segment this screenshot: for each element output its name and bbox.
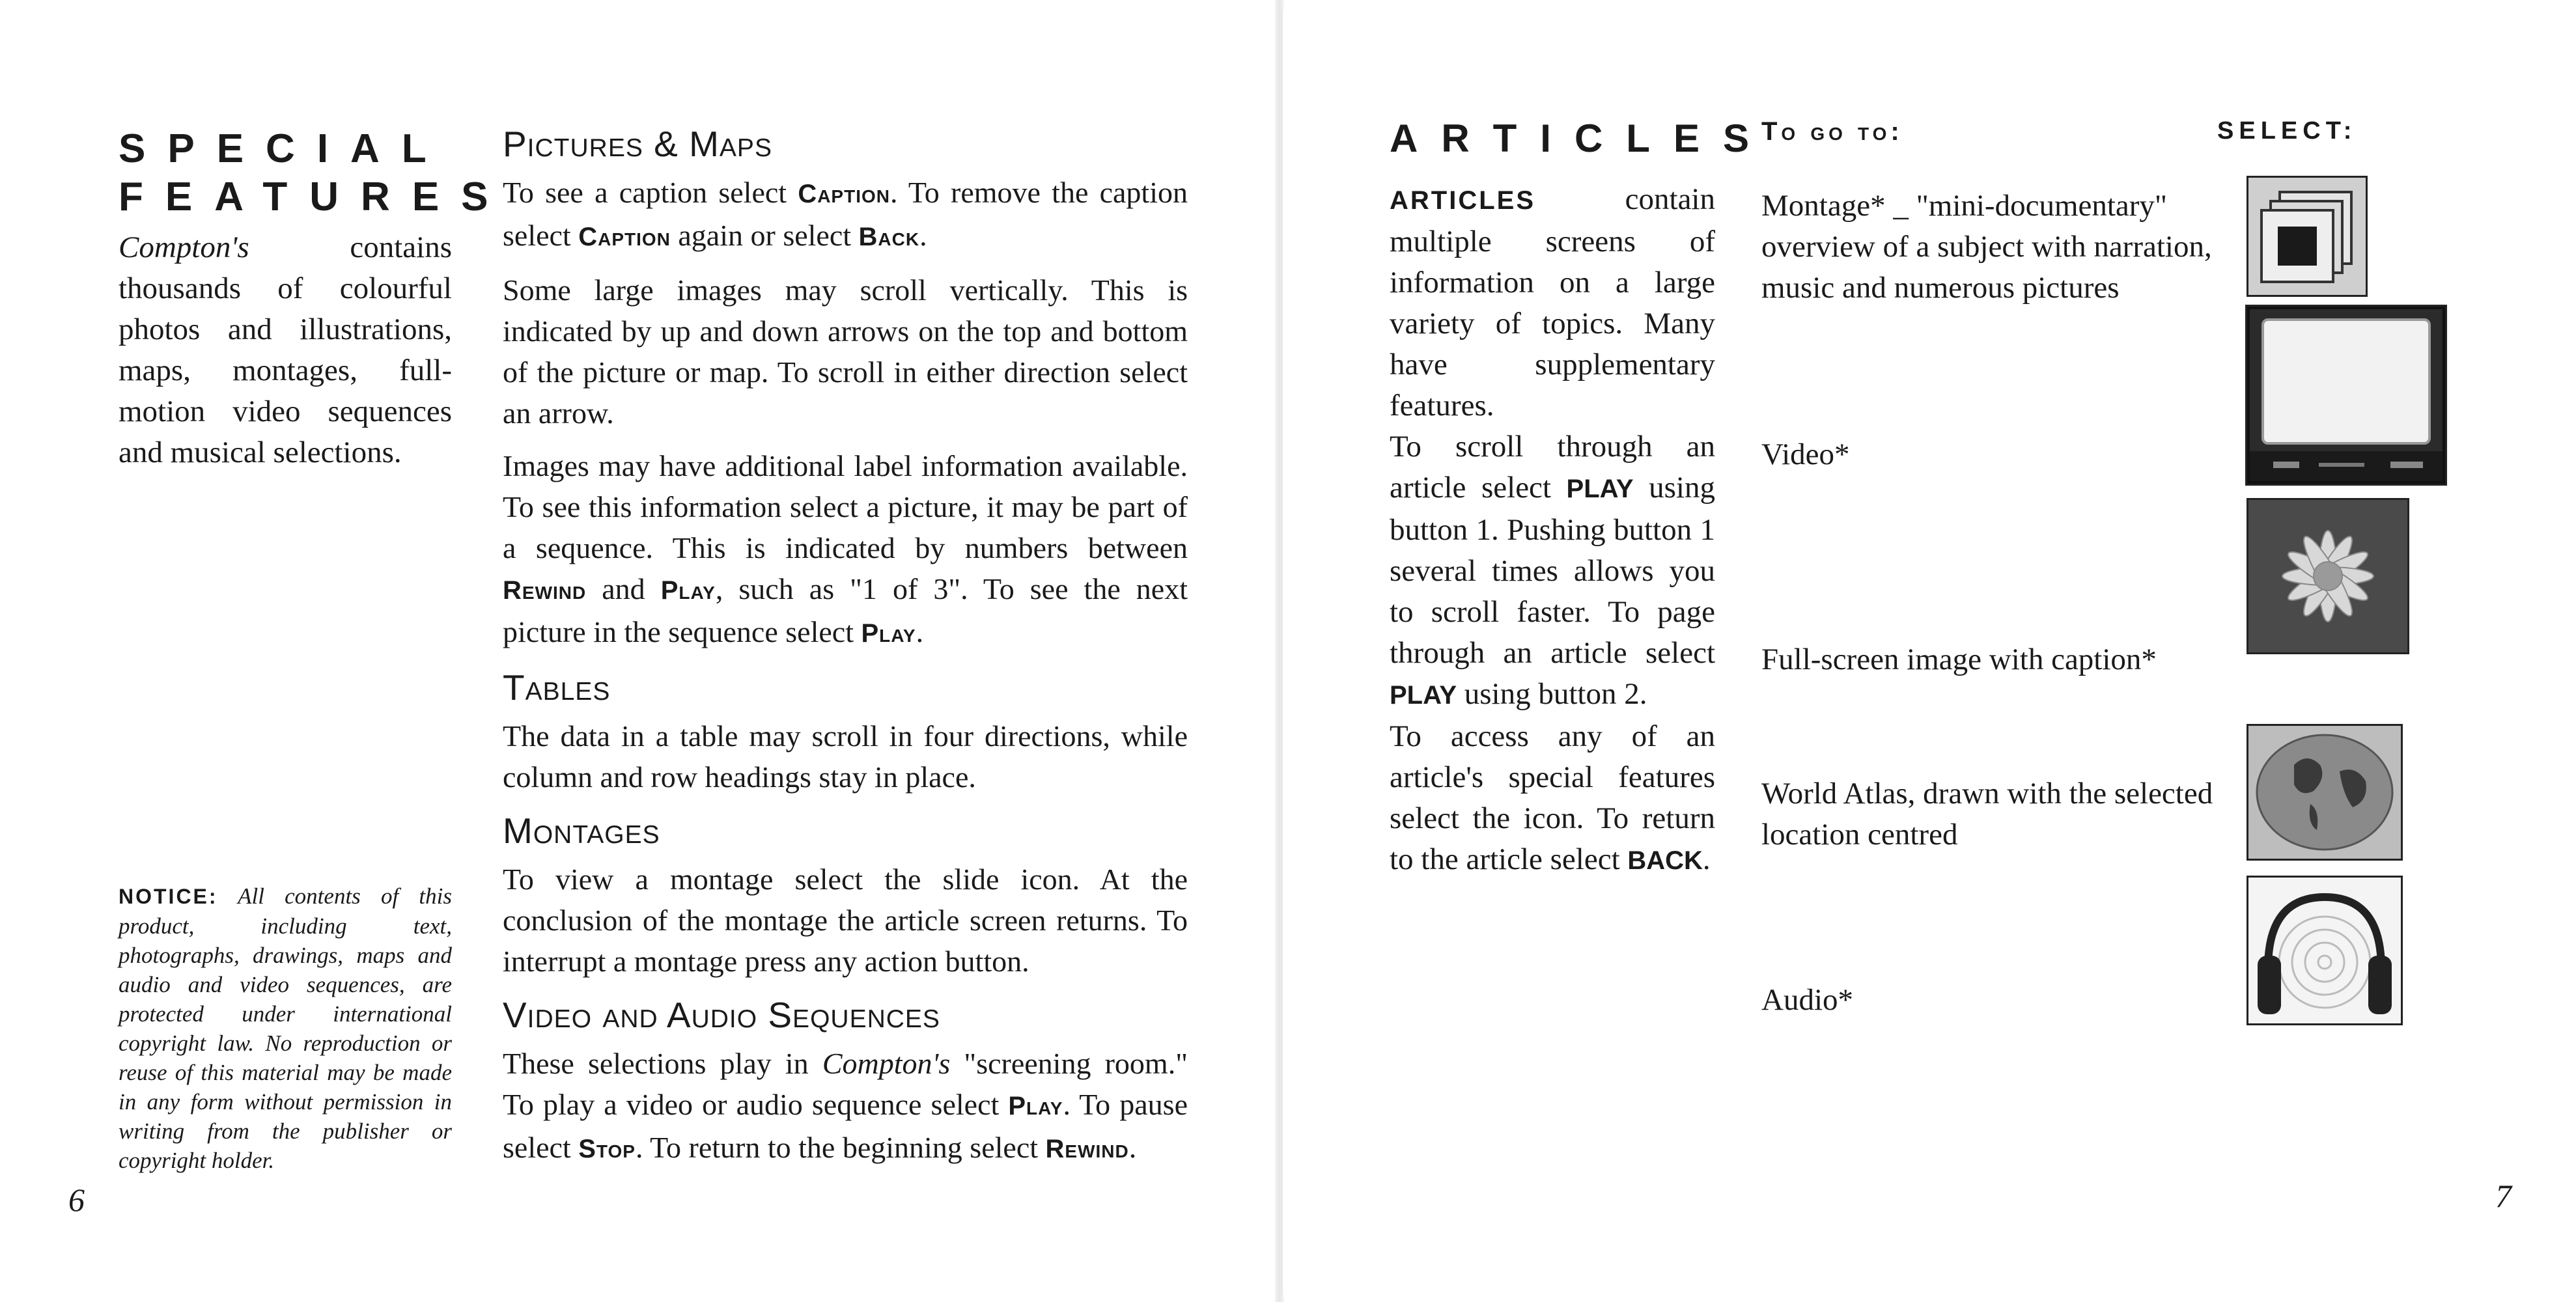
- heading-pictures-maps: Pictures & Maps: [503, 124, 772, 164]
- tv-icon[interactable]: [2245, 305, 2447, 486]
- articles-keyword: ARTICLES: [1390, 186, 1535, 215]
- slides-icon-graphic: [2248, 178, 2366, 295]
- text: "screening room." To play a video or audio sequence select: [503, 1047, 1188, 1121]
- globe-icon-graphic: [2248, 726, 2401, 859]
- text: contain multiple screens of information on a large variety of topics. Many have supplementary features.: [1390, 182, 1715, 422]
- pictures-maps-p1: [503, 172, 1188, 258]
- heading-montages: Montages: [503, 810, 660, 851]
- notice-label: NOTICE:: [119, 885, 218, 908]
- play-keyword: Play: [1008, 1092, 1063, 1120]
- text: Images may have additional label information available. To see this information select a picture, it may be part of a sequence. This is indicated by numbers between: [503, 449, 1188, 564]
- text: .: [1702, 842, 1711, 876]
- text: To access any of an article's special features select the icon. To return to the article select: [1390, 719, 1715, 876]
- special-features-title: [119, 125, 511, 221]
- pictures-maps-p3: [503, 445, 1188, 654]
- back-keyword: BACK: [1627, 846, 1703, 875]
- feature-montage-text: Montage* _ "mini-documentary" overview of a subject with narration, music and numerous pictures: [1761, 189, 2212, 305]
- comptons-italic: Compton's: [119, 230, 249, 264]
- montages-p1: To view a montage select the slide icon. At the conclusion of the montage the article screen returns. To interrupt a montage press any action button.: [503, 863, 1188, 978]
- globe-icon[interactable]: [2247, 724, 2403, 861]
- caption-keyword: Caption: [578, 223, 671, 251]
- notice-block: [119, 881, 452, 1175]
- tables-p1: The data in a table may scroll in four directions, while column and row headings stay in place.: [503, 719, 1188, 794]
- left-page: [0, 9, 1278, 1295]
- comptons-italic: Compton's: [822, 1047, 951, 1080]
- heading-video-audio: Video and Audio Sequences: [503, 995, 940, 1035]
- play-keyword: Play: [660, 576, 716, 605]
- instructions-column: [503, 122, 1188, 1182]
- text: and: [586, 572, 661, 605]
- video-audio-p1: [503, 1043, 1188, 1170]
- text: using button 1. Pushing button 1 several times allows you to scroll faster. To page through an article select: [1390, 471, 1715, 670]
- slides-icon[interactable]: [2247, 176, 2368, 297]
- articles-p1: [1390, 179, 1715, 426]
- text: , such as "1 of 3". To see the next picture in the sequence select: [503, 572, 1188, 648]
- text: . To remove the caption select: [503, 176, 1188, 252]
- title-line-1: SPECIAL: [119, 126, 449, 171]
- page-number-right: 7: [2495, 1178, 2512, 1214]
- stop-keyword: Stop: [578, 1135, 636, 1163]
- flower-image-icon[interactable]: [2247, 498, 2409, 654]
- pictures-maps-p2: Some large images may scroll vertically. This is indicated by up and down arrows on the top and bottom of the picture or map. To scroll in either direction select an arrow.: [503, 273, 1188, 430]
- text: . To pause select: [503, 1088, 1188, 1164]
- text: .: [919, 219, 927, 252]
- text: .: [1128, 1131, 1137, 1164]
- feature-atlas-text: World Atlas, drawn with the selected location centred: [1761, 777, 2213, 852]
- feature-video-text: Video*: [1761, 437, 1850, 471]
- back-keyword: Back: [858, 223, 920, 251]
- rewind-keyword: Rewind: [1045, 1135, 1129, 1163]
- headphones-icon-graphic: [2248, 878, 2401, 1023]
- special-features-text: contains thousands of colourful photos and illustrations, maps, montages, full-motion video sequences and musical selections.: [119, 230, 452, 469]
- text: .: [916, 615, 924, 648]
- flower-image-icon-graphic: [2248, 500, 2407, 652]
- articles-body: [1390, 179, 1715, 881]
- select-header: SELECT:: [2217, 117, 2357, 145]
- play-keyword: Play: [861, 619, 916, 648]
- caption-keyword: Caption: [798, 180, 890, 208]
- text: To scroll through an article select: [1390, 430, 1715, 505]
- play-keyword: PLAY: [1390, 681, 1457, 710]
- title-line-2: FEATURES: [119, 174, 511, 219]
- feature-audio-text: Audio*: [1761, 983, 1853, 1017]
- text: using button 2.: [1457, 677, 1647, 711]
- articles-p2: [1390, 426, 1715, 716]
- rewind-keyword: Rewind: [503, 576, 587, 605]
- play-keyword: PLAY: [1566, 475, 1634, 503]
- notice-text: All contents of this product, including text, photographs, drawings, maps and audio and video sequences, are protected under international copyright law. No reproduction or reuse of this material may be made in any form without permission in writing from the publisher or copyright holder.: [119, 883, 452, 1173]
- articles-title: ARTICLES: [1390, 117, 1772, 160]
- page-number-left: 6: [68, 1182, 85, 1218]
- text: These selections play in: [503, 1047, 822, 1080]
- text: again or select: [670, 219, 859, 252]
- headphones-icon[interactable]: [2247, 876, 2403, 1025]
- heading-tables: Tables: [503, 667, 611, 708]
- tv-icon-graphic: [2247, 307, 2445, 484]
- feature-image-text: Full-screen image with caption*: [1761, 643, 2157, 676]
- special-features-body: [119, 227, 452, 473]
- text: To see a caption select: [503, 176, 798, 209]
- articles-p3: [1390, 716, 1715, 881]
- text: . To return to the beginning select: [635, 1131, 1046, 1164]
- goto-header: To go to:: [1761, 117, 1903, 146]
